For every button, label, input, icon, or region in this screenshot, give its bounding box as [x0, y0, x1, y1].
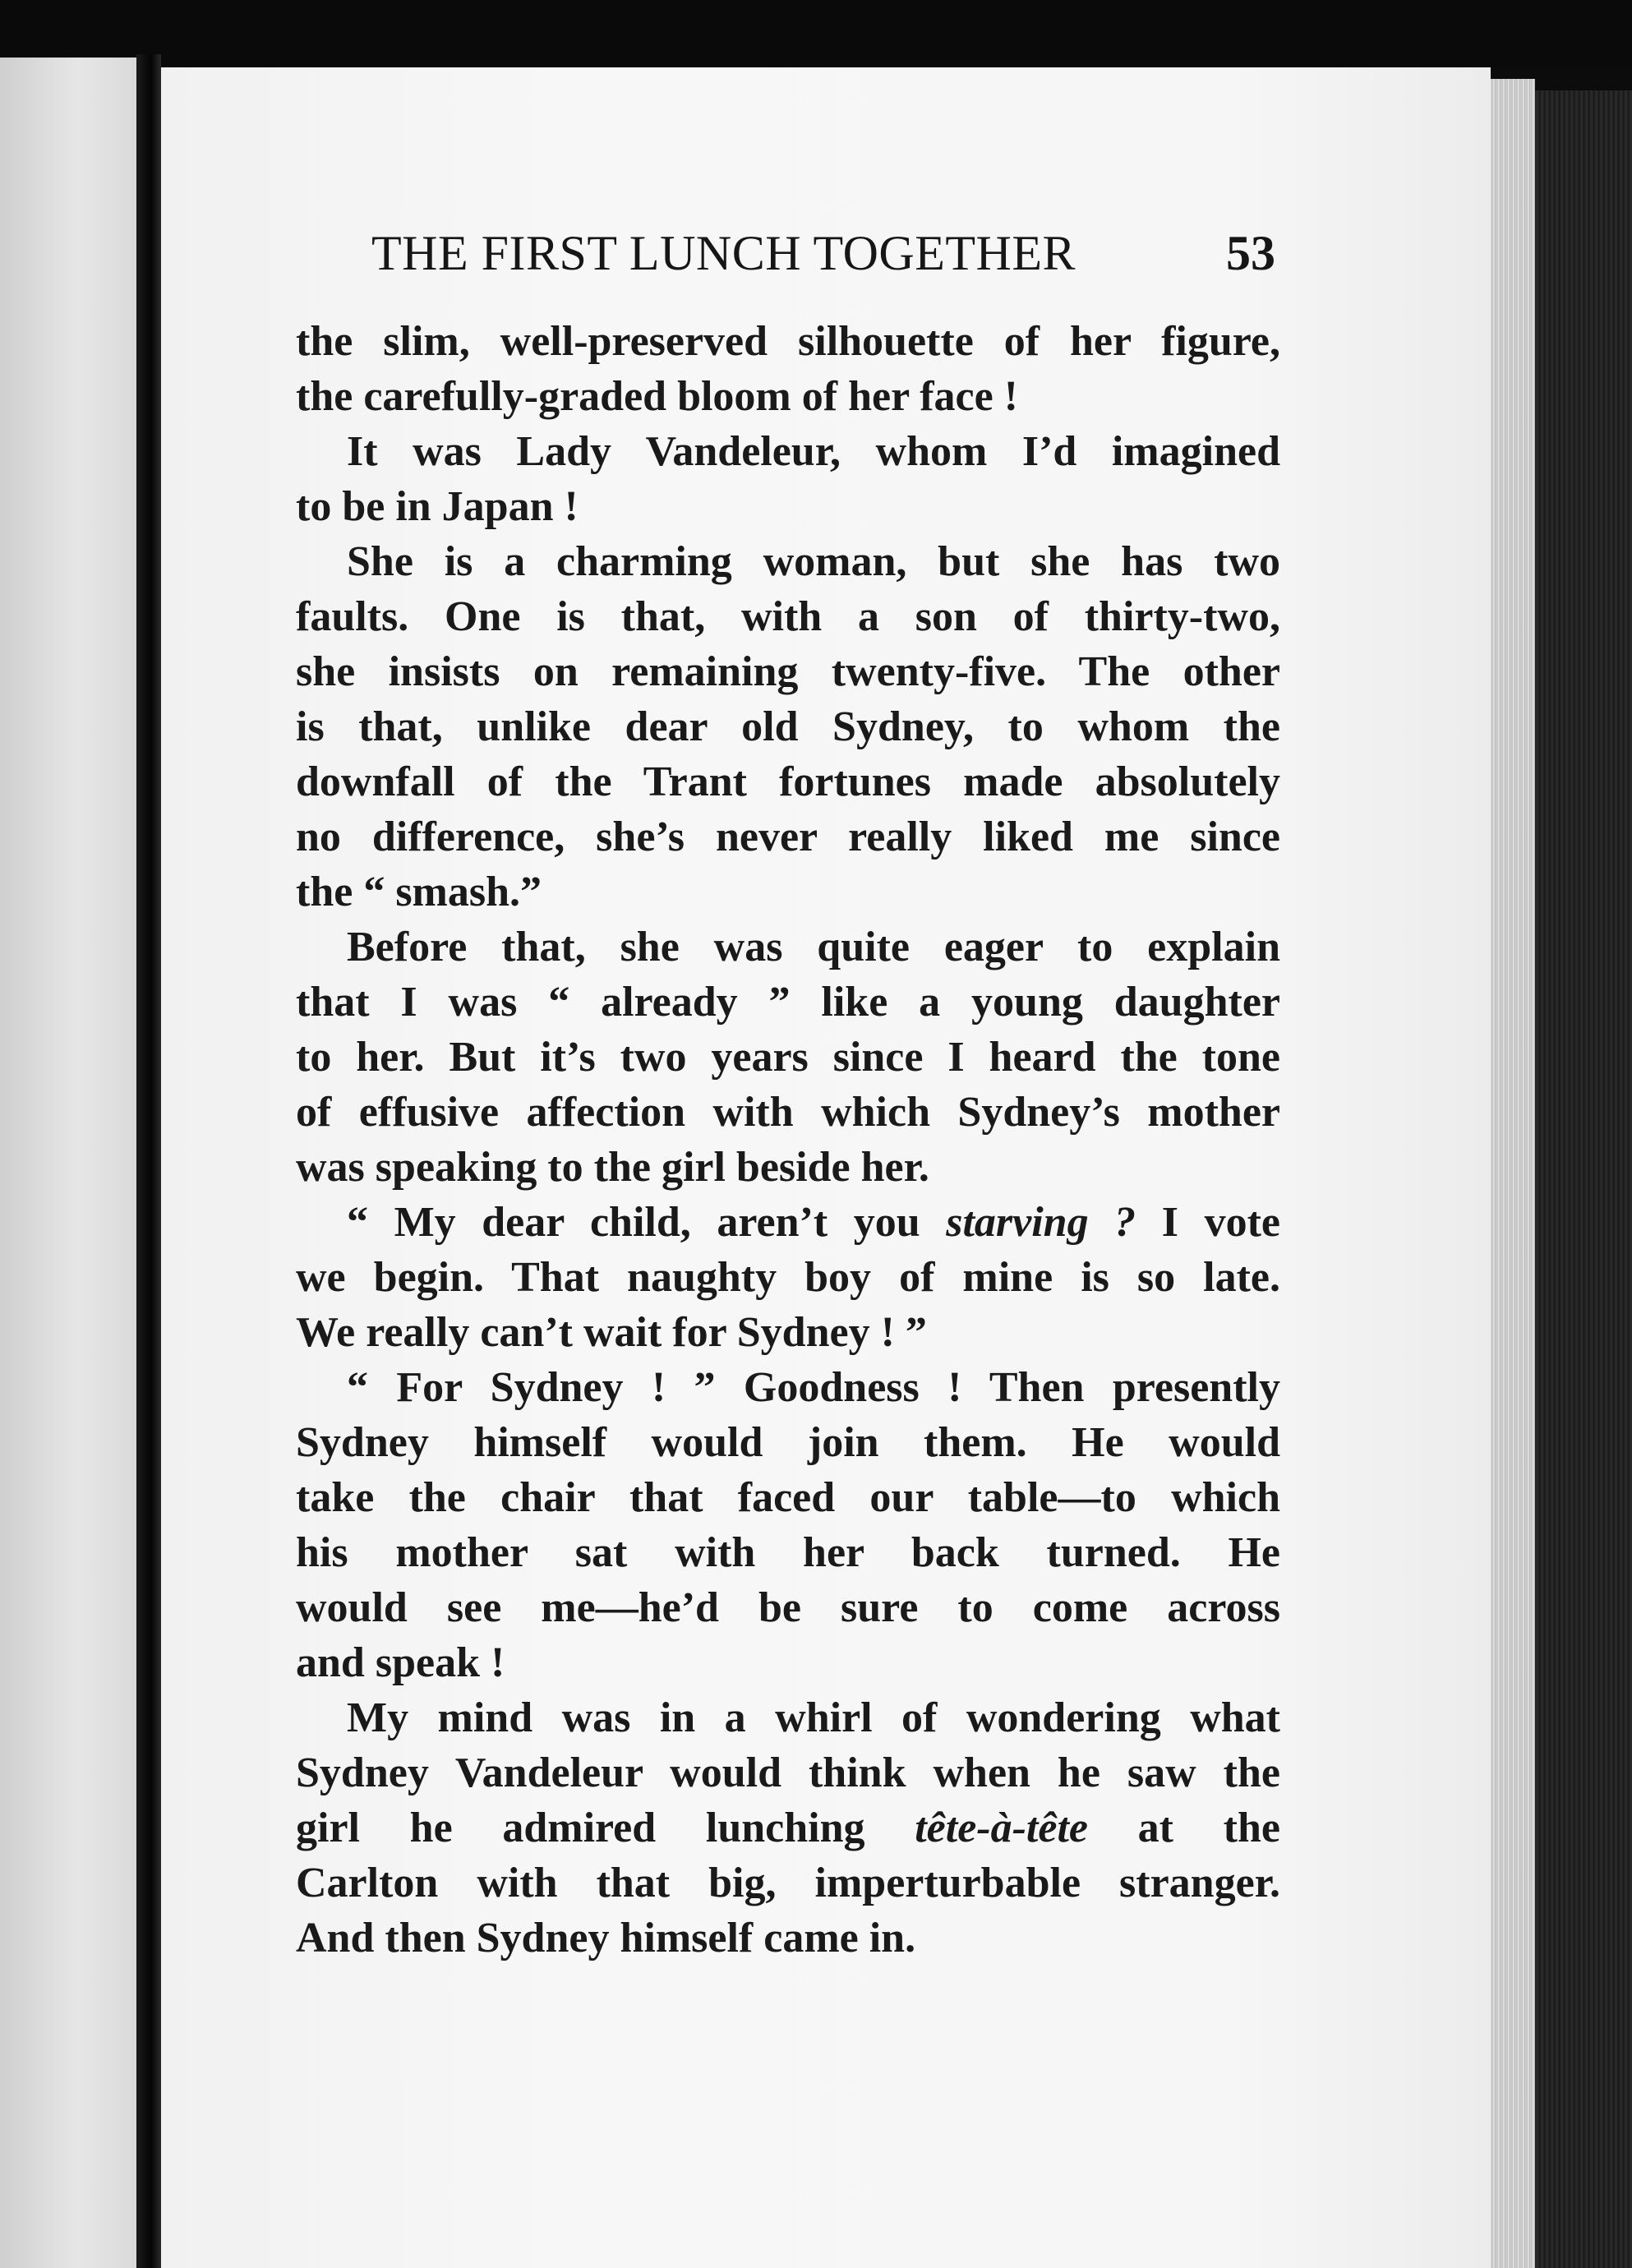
text-line: downfall of the Trant fortunes made absolutely: [296, 758, 1280, 805]
text-segment: “ My dear child, aren’t you: [347, 1199, 947, 1246]
book-gutter: [136, 54, 161, 2268]
page-number: 53: [1226, 226, 1275, 280]
running-title: THE FIRST LUNCH TOGETHER: [371, 226, 1076, 280]
text-line: faults. One is that, with a son of thirty-two,: [296, 593, 1280, 640]
text-line: “ For Sydney ! ” Goodness ! Then presently: [347, 1364, 1280, 1411]
text-line: she insists on remaining twenty-five. The other: [296, 648, 1280, 695]
text-line: to her. But it’s two years since I heard the tone: [296, 1034, 1280, 1081]
text-line: is that, unlike dear old Sydney, to whom the: [296, 703, 1280, 750]
text-line: we begin. That naughty boy of mine is so late.: [296, 1254, 1280, 1301]
text-segment: at the: [1087, 1805, 1281, 1851]
text-line: to be in Japan !: [296, 483, 579, 530]
text-line: his mother sat with her back turned. He: [296, 1529, 1280, 1576]
text-line: and speak !: [296, 1639, 505, 1686]
text-line: was speaking to the girl beside her.: [296, 1144, 929, 1191]
text-line: the carefully-graded bloom of her face !: [296, 373, 1018, 420]
text-line: Sydney Vandeleur would think when he saw the: [296, 1749, 1280, 1796]
text-line: She is a charming woman, but she has two: [347, 538, 1280, 585]
text-line: And then Sydney himself came in.: [296, 1915, 916, 1961]
text-line: would see me—he’d be sure to come across: [296, 1584, 1280, 1631]
text-line: It was Lady Vandeleur, whom I’d imagined: [347, 428, 1280, 475]
text-line: no difference, she’s never really liked me since: [296, 814, 1280, 860]
page-edges: [1491, 79, 1535, 2268]
text-line: take the chair that faced our table—to which: [296, 1474, 1280, 1521]
italic-word: starving ?: [946, 1199, 1136, 1246]
scan-border: [0, 0, 1632, 67]
body-text: [296, 314, 1280, 1966]
text-line: We really can’t wait for Sydney ! ”: [296, 1309, 927, 1356]
text-line: My mind was in a whirl of wondering what: [347, 1694, 1280, 1741]
text-line: Carlton with that big, imperturbable stranger.: [296, 1860, 1280, 1906]
text-line: Sydney himself would join them. He would: [296, 1419, 1280, 1466]
text-segment: I vote: [1136, 1199, 1280, 1246]
text-line: Before that, she was quite eager to explain: [347, 924, 1280, 970]
text-segment: girl he admired lunching: [296, 1805, 915, 1851]
text-line: [296, 1195, 1280, 1250]
page-header: [371, 220, 1275, 286]
text-line: the “ smash.”: [296, 869, 542, 915]
book-cover-edge: [1535, 90, 1632, 2268]
text-line: that I was “ already ” like a young daughter: [296, 979, 1280, 1026]
previous-page-edge: [0, 58, 141, 2268]
text-line: the slim, well-preserved silhouette of her figure,: [296, 318, 1280, 365]
text-line: [296, 1800, 1280, 1855]
italic-word: tête-à-tête: [915, 1805, 1088, 1851]
text-line: of effusive affection with which Sydney’s mother: [296, 1089, 1280, 1136]
